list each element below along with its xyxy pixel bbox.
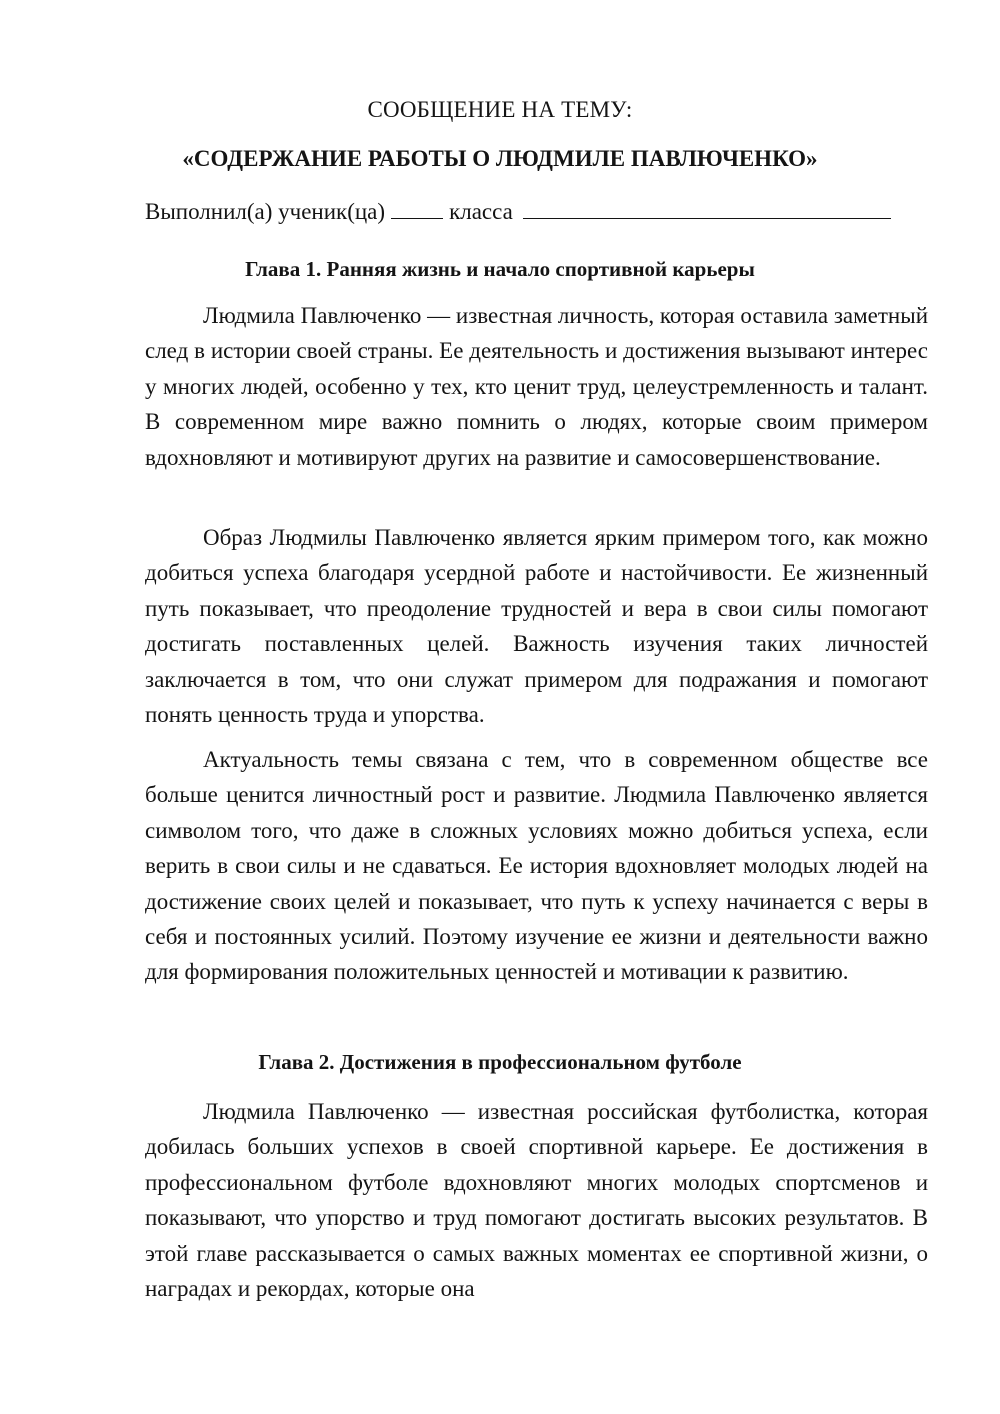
document-header-line1: СООБЩЕНИЕ НА ТЕМУ: (367, 97, 633, 122)
chapter2-paragraph: Людмила Павлюченко — известная российская футболистка, которая добилась больших успехов в своей спортивной карьере. Ее достижения в профессиональном футболе вдохновляют многих молодых спортсменов и показывают, что упорство и труд помогают достигать высоких результатов. В этой главе рассказывается о самых важных моментах ее спортивной жизни, о наградах и рекордах, которые она (145, 1099, 928, 1302)
author-line (145, 196, 935, 228)
chapter1-paragraph: Людмила Павлюченко — известная личность, которая оставила заметный след в истории своей страны. Ее деятельность и достижения вызывают интерес у многих людей, особенно у тех, кто ценит труд, целеустремленность и талант. В современном мире важно помнить о людях, которые своим примером вдохновляют и мотивируют других на развитие и самосовершенствование. (145, 303, 928, 470)
chapter1-paragraph: Актуальность темы связана с тем, что в современном обществе все больше ценится личностный рост и развитие. Людмила Павлюченко является символом того, что даже в сложных условиях можно добиться успеха, если верить в свои силы и не сдаваться. Ее история вдохновляет молодых людей на достижение своих целей и показывает, что путь к успеху начинается с веры в себя и постоянных усилий. Поэтому изучение ее жизни и деятельности важно для формирования положительных ценностей и мотивации к развитию. (145, 747, 928, 985)
class-number-blank[interactable] (391, 196, 443, 219)
chapter1-paragraph: Образ Людмилы Павлюченко является ярким примером того, как можно добиться успеха благодаря усердной работе и настойчивости. Ее жизненный путь показывает, что преодоление трудностей и вера в свои силы помогают достигать поставленных целей. Важность изучения таких личностей заключается в том, что они служат примером для подражания и помогают понять ценность труда и упорства. (145, 525, 928, 728)
chapter2-title: Глава 2. Достижения в профессиональном футболе (258, 1050, 742, 1074)
author-line-prefix: Выполнил(а) ученик(ца) (145, 199, 386, 224)
student-name-blank[interactable] (523, 196, 891, 219)
chapter1-title: Глава 1. Ранняя жизнь и начало спортивной карьеры (245, 257, 755, 281)
document-title: «СОДЕРЖАНИЕ РАБОТЫ О ЛЮДМИЛЕ ПАВЛЮЧЕНКО» (182, 146, 818, 171)
author-line-middle: класса (449, 199, 513, 224)
